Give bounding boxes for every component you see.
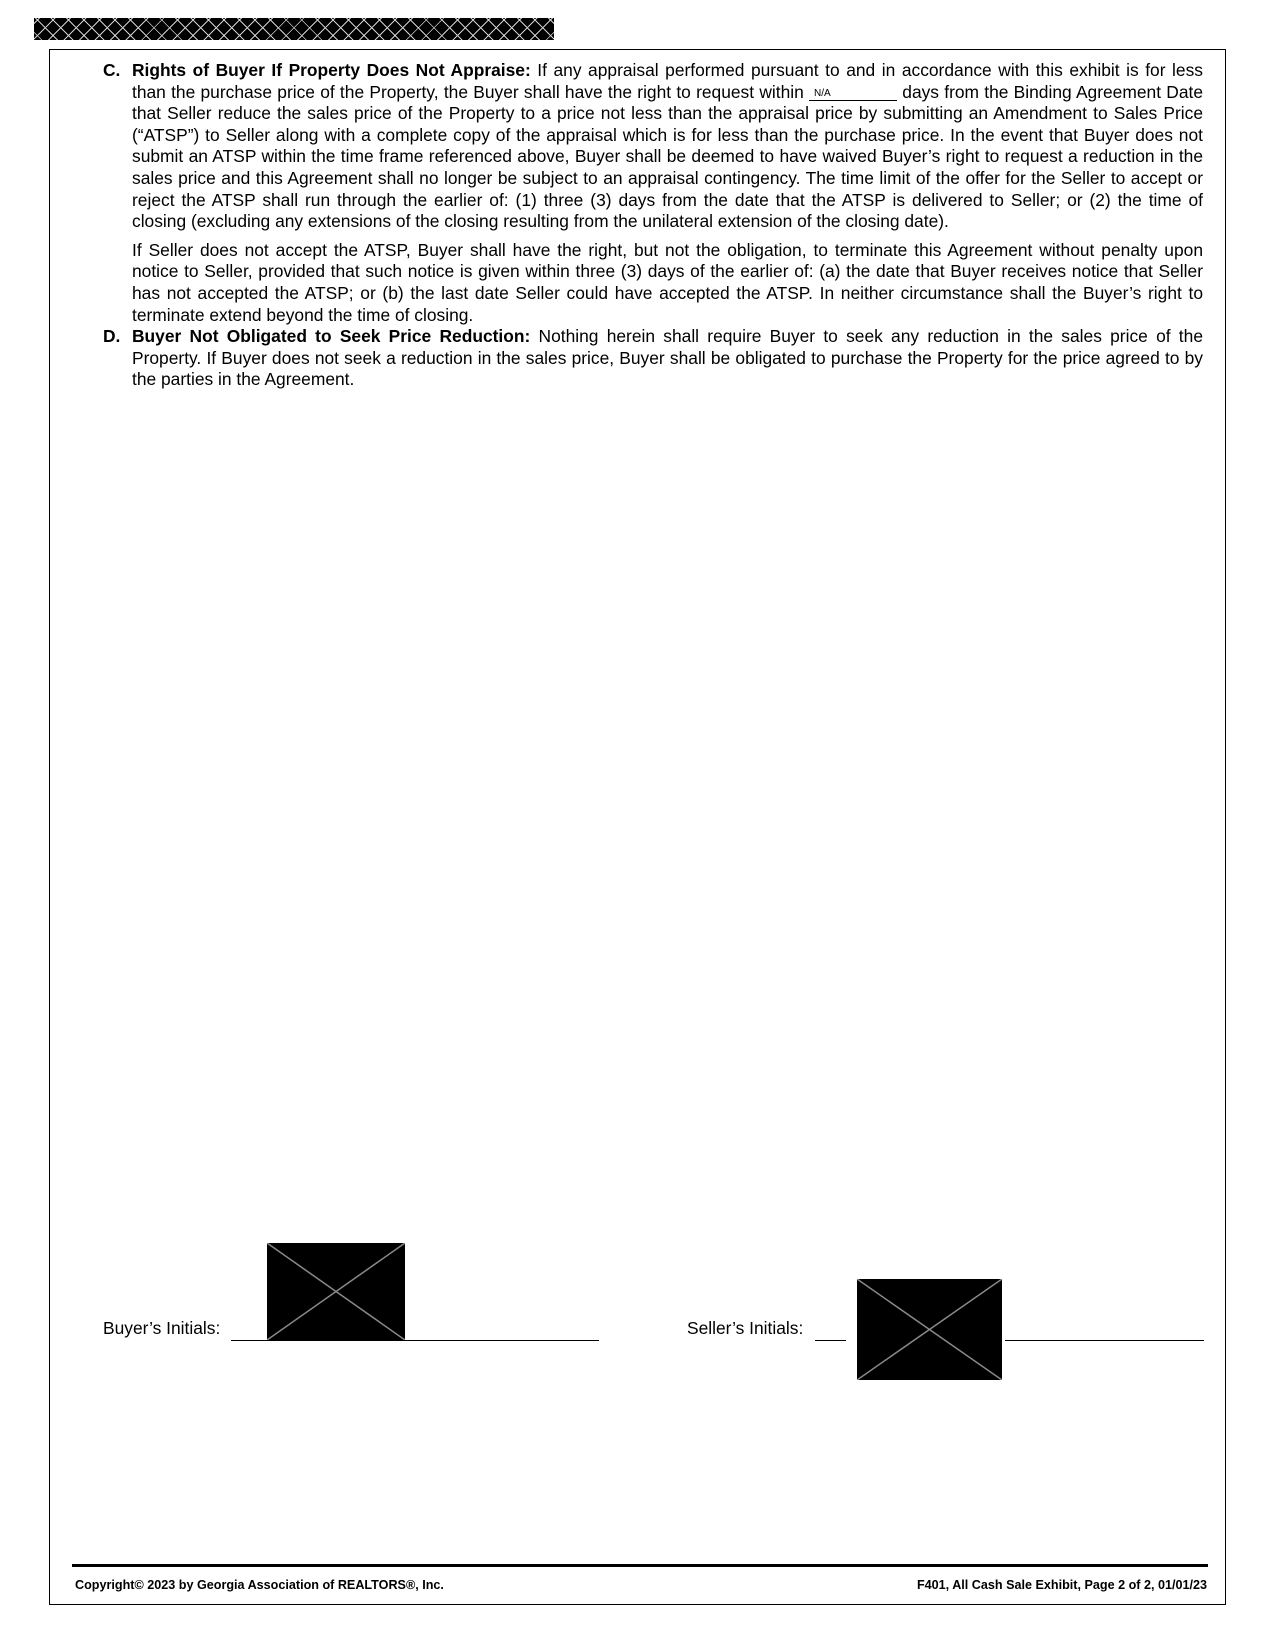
seller-initials-redaction <box>857 1279 1002 1380</box>
footer-copyright: Copyright© 2023 by Georgia Association of REALTORS®, Inc. <box>75 1578 444 1592</box>
redaction-cross-icon <box>857 1279 1002 1380</box>
section-c-paragraph-1 <box>132 60 1203 233</box>
buyer-initials-redaction <box>267 1243 405 1340</box>
seller-initials-line-right[interactable] <box>1005 1340 1204 1341</box>
footer-form-id: F401, All Cash Sale Exhibit, Page 2 of 2, 01/01/23 <box>916 1578 1207 1592</box>
redaction-cross-icon <box>267 1243 405 1340</box>
section-d <box>103 326 1203 391</box>
seller-initials-line-left[interactable] <box>815 1340 846 1341</box>
section-c-text-part-1: If any appraisal performed pursuant to and in accordance with this exhibit is for less than the purchase price of the Property, the Buyer shall have the right to request within <box>132 60 1203 102</box>
section-d-paragraph <box>132 326 1203 391</box>
seller-initials-label: Seller’s Initials: <box>687 1318 804 1338</box>
section-c-text-part-2: days from the Binding Agreement Date that Seller reduce the sales price of the Property to a price not less than the appraisal price by submitting an Amendment to Sales Price (“ATSP”) to Seller along with a complete copy of the appraisal which is for less than the purchase price. In the event that Buyer does not submit an ATSP within the time frame referenced above, Buyer shall be deemed to have waived Buyer’s right to request a reduction in the sales price and this Agreement shall no longer be subject to an appraisal contingency. The time limit of the offer for the Seller to accept or reject the ATSP shall run through the earlier of: (1) three (3) days from the date that the ATSP is delivered to Seller; or (2) the time of closing (excluding any extensions of the closing resulting from the unilateral extension of the closing date). <box>132 81 1203 232</box>
section-c-title: Rights of Buyer If Property Does Not Appraise: <box>132 60 531 80</box>
section-c-paragraph-2: If Seller does not accept the ATSP, Buyer shall have the right, but not the obligation, to terminate this Agreement without penalty upon notice to Seller, provided that such notice is given within three (3) days of the earlier of: (a) the date that Buyer receives notice that Seller has not accepted the ATSP; or (b) the last date Seller could have accepted the ATSP. In neither circumstance shall the Buyer’s right to terminate extend beyond the time of closing. <box>132 239 1203 325</box>
appraisal-days-field[interactable]: N/A <box>809 88 897 101</box>
buyer-initials-line[interactable] <box>231 1340 599 1341</box>
buyer-initials-label: Buyer’s Initials: <box>103 1318 221 1338</box>
section-d-letter: D. <box>103 326 121 347</box>
redacted-header-bar <box>34 18 554 40</box>
section-d-text: Nothing herein shall require Buyer to seek any reduction in the sales price of the Property. If Buyer does not seek a reduction in the sales price, Buyer shall be obligated to purchase the Property for the price agreed to by the parties in the Agreement. <box>132 326 1203 390</box>
document-body <box>103 60 1203 391</box>
section-c <box>103 60 1203 326</box>
footer-rule <box>72 1564 1208 1567</box>
section-d-title: Buyer Not Obligated to Seek Price Reduction: <box>132 326 531 347</box>
section-c-letter: C. <box>103 60 121 80</box>
